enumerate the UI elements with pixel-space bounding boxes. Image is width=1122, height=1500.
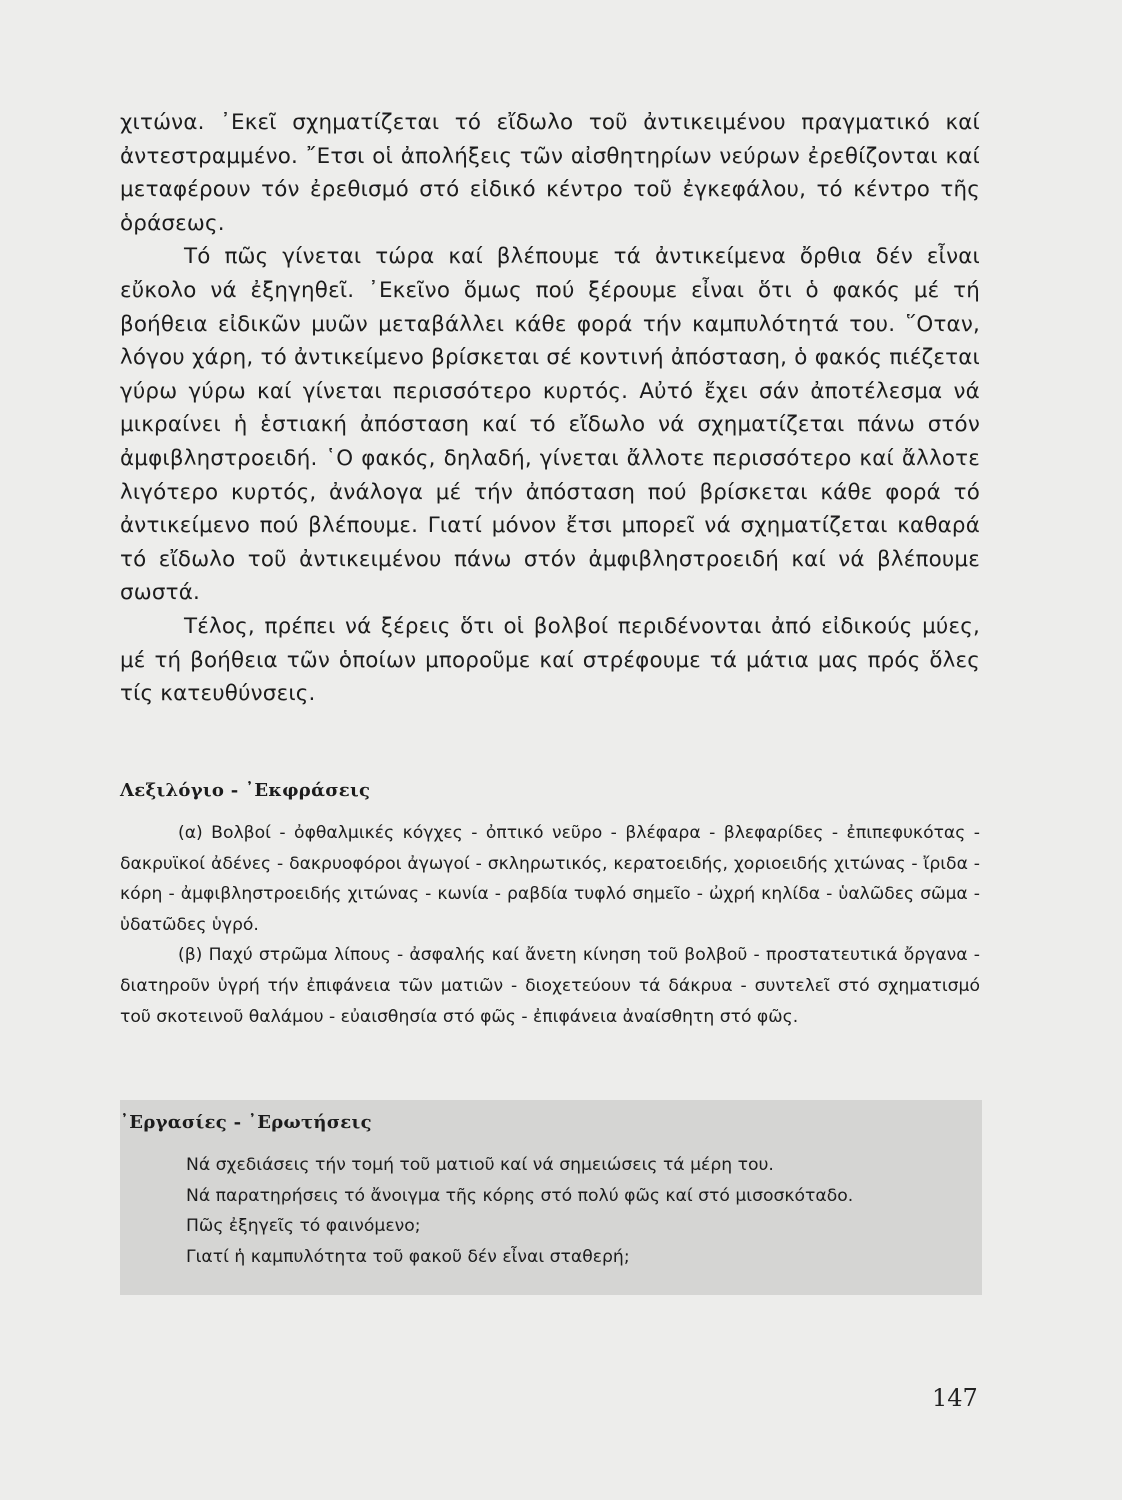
exercise-item: Γιατί ἡ καμπυλότητα τοῦ φακοῦ δέν εἶναι σταθερή; bbox=[186, 1246, 630, 1267]
page-number: 147 bbox=[932, 1384, 978, 1412]
exercises-list bbox=[186, 1150, 976, 1272]
exercise-item: Νά παρατηρήσεις τό ἄνοιγμα τῆς κόρης στό πολύ φῶς καί στό μισοσκόταδο. bbox=[186, 1185, 854, 1206]
vocabulary-section bbox=[120, 818, 980, 1032]
paragraph-2: Τό πῶς γίνεται τώρα καί βλέπουμε τά ἀντικείμενα ὄρθια δέν εἶναι εὔκολο νά ἐξηγηθεῖ. ᾿Εκεῖνο ὅμως πού ξέρουμε εἶναι ὅτι ὁ φακός μέ τή βοήθεια εἰδικῶν μυῶν μεταβάλλει κάθε φορά τήν καμπυλότητά του. ῞Οταν, λόγου χάρη, τό ἀντικείμενο βρίσκεται σέ κοντινή ἀπόσταση, ὁ φακός πιέζεται γύρω γύρω καί γίνεται περισσότερο κυρτός. Αὐτό ἔχει σάν ἀποτέλεσμα νά μικραίνει ἡ ἑστιακή ἀπόσταση καί τό εἴδωλο νά σχηματίζεται πάνω στόν ἀμφιβληστροειδή. ῾Ο φακός, δηλαδή, γίνεται ἄλλοτε περισσότερο καί ἄλλοτε λιγότερο κυρτός, ἀνάλογα μέ τήν ἀπόσταση πού βρίσκεται κάθε φορά τό ἀντικείμενο πού βλέπουμε. Γιατί μόνον ἔτσι μπορεῖ νά σχηματίζεται καθαρά τό εἴδωλο τοῦ ἀντικειμένου πάνω στόν ἀμφιβληστροειδή καί νά βλέπουμε σωστά. bbox=[120, 244, 980, 606]
vocabulary-item-a: (α) Βολβοί - ὀφθαλμικές κόγχες - ὀπτικό νεῦρο - βλέφαρα - βλεφαρίδες - ἐπιπεφυκότας - δακρυϊκοί ἀδένες - δακρυοφόροι ἀγωγοί - σκληρωτικός, κερατοειδής, χοριοειδής χιτώνας - ἴριδα - κόρη - ἀμφιβληστροειδής χιτώνας - κωνία - ραβδία τυφλό σημεῖο - ὠχρή κηλίδα - ὑαλῶδες σῶμα - ὑδατῶδες ὑγρό. bbox=[120, 823, 980, 935]
main-text bbox=[120, 106, 980, 711]
vocabulary-item-b: (β) Παχύ στρῶμα λίπους - ἀσφαλής καί ἄνετη κίνηση τοῦ βολβοῦ - προστατευτικά ὄργανα - διατηροῦν ὑγρή τήν ἐπιφάνεια τῶν ματιῶν - διοχετεύουν τά δάκρυα - συντελεῖ στό σχηματισμό τοῦ σκοτεινοῦ θαλάμου - εὐαισθησία στό φῶς - ἐπιφάνεια ἀναίσθητη στό φῶς. bbox=[120, 945, 980, 1027]
exercise-item: Νά σχεδιάσεις τήν τομή τοῦ ματιοῦ καί νά σημειώσεις τά μέρη του. bbox=[186, 1155, 774, 1175]
exercises-heading: ᾿Εργασίες - ᾿Ερωτήσεις bbox=[120, 1112, 372, 1133]
paragraph-3: Τέλος, πρέπει νά ξέρεις ὅτι οἱ βολβοί περιδένονται ἀπό εἰδικούς μύες, μέ τή βοήθεια τῶν ὁποίων μποροῦμε καί στρέφουμε τά μάτια μας πρός ὅλες τίς κατευθύνσεις. bbox=[120, 613, 980, 707]
paragraph-1: χιτώνα. ᾿Εκεῖ σχηματίζεται τό εἴδωλο τοῦ ἀντικειμένου πραγματικό καί ἀντεστραμμένο. ῎Ετσι οἱ ἀπολήξεις τῶν αἰσθητηρίων νεύρων ἐρεθίζονται καί μεταφέρουν τόν ἐρεθισμό στό εἰδικό κέντρο τοῦ ἐγκεφάλου, τό κέντρο τῆς ὁράσεως. bbox=[120, 110, 980, 236]
exercise-item: Πῶς ἐξηγεῖς τό φαινόμενο; bbox=[186, 1216, 421, 1236]
vocabulary-heading: Λεξιλόγιο - ᾿Εκφράσεις bbox=[120, 780, 371, 801]
